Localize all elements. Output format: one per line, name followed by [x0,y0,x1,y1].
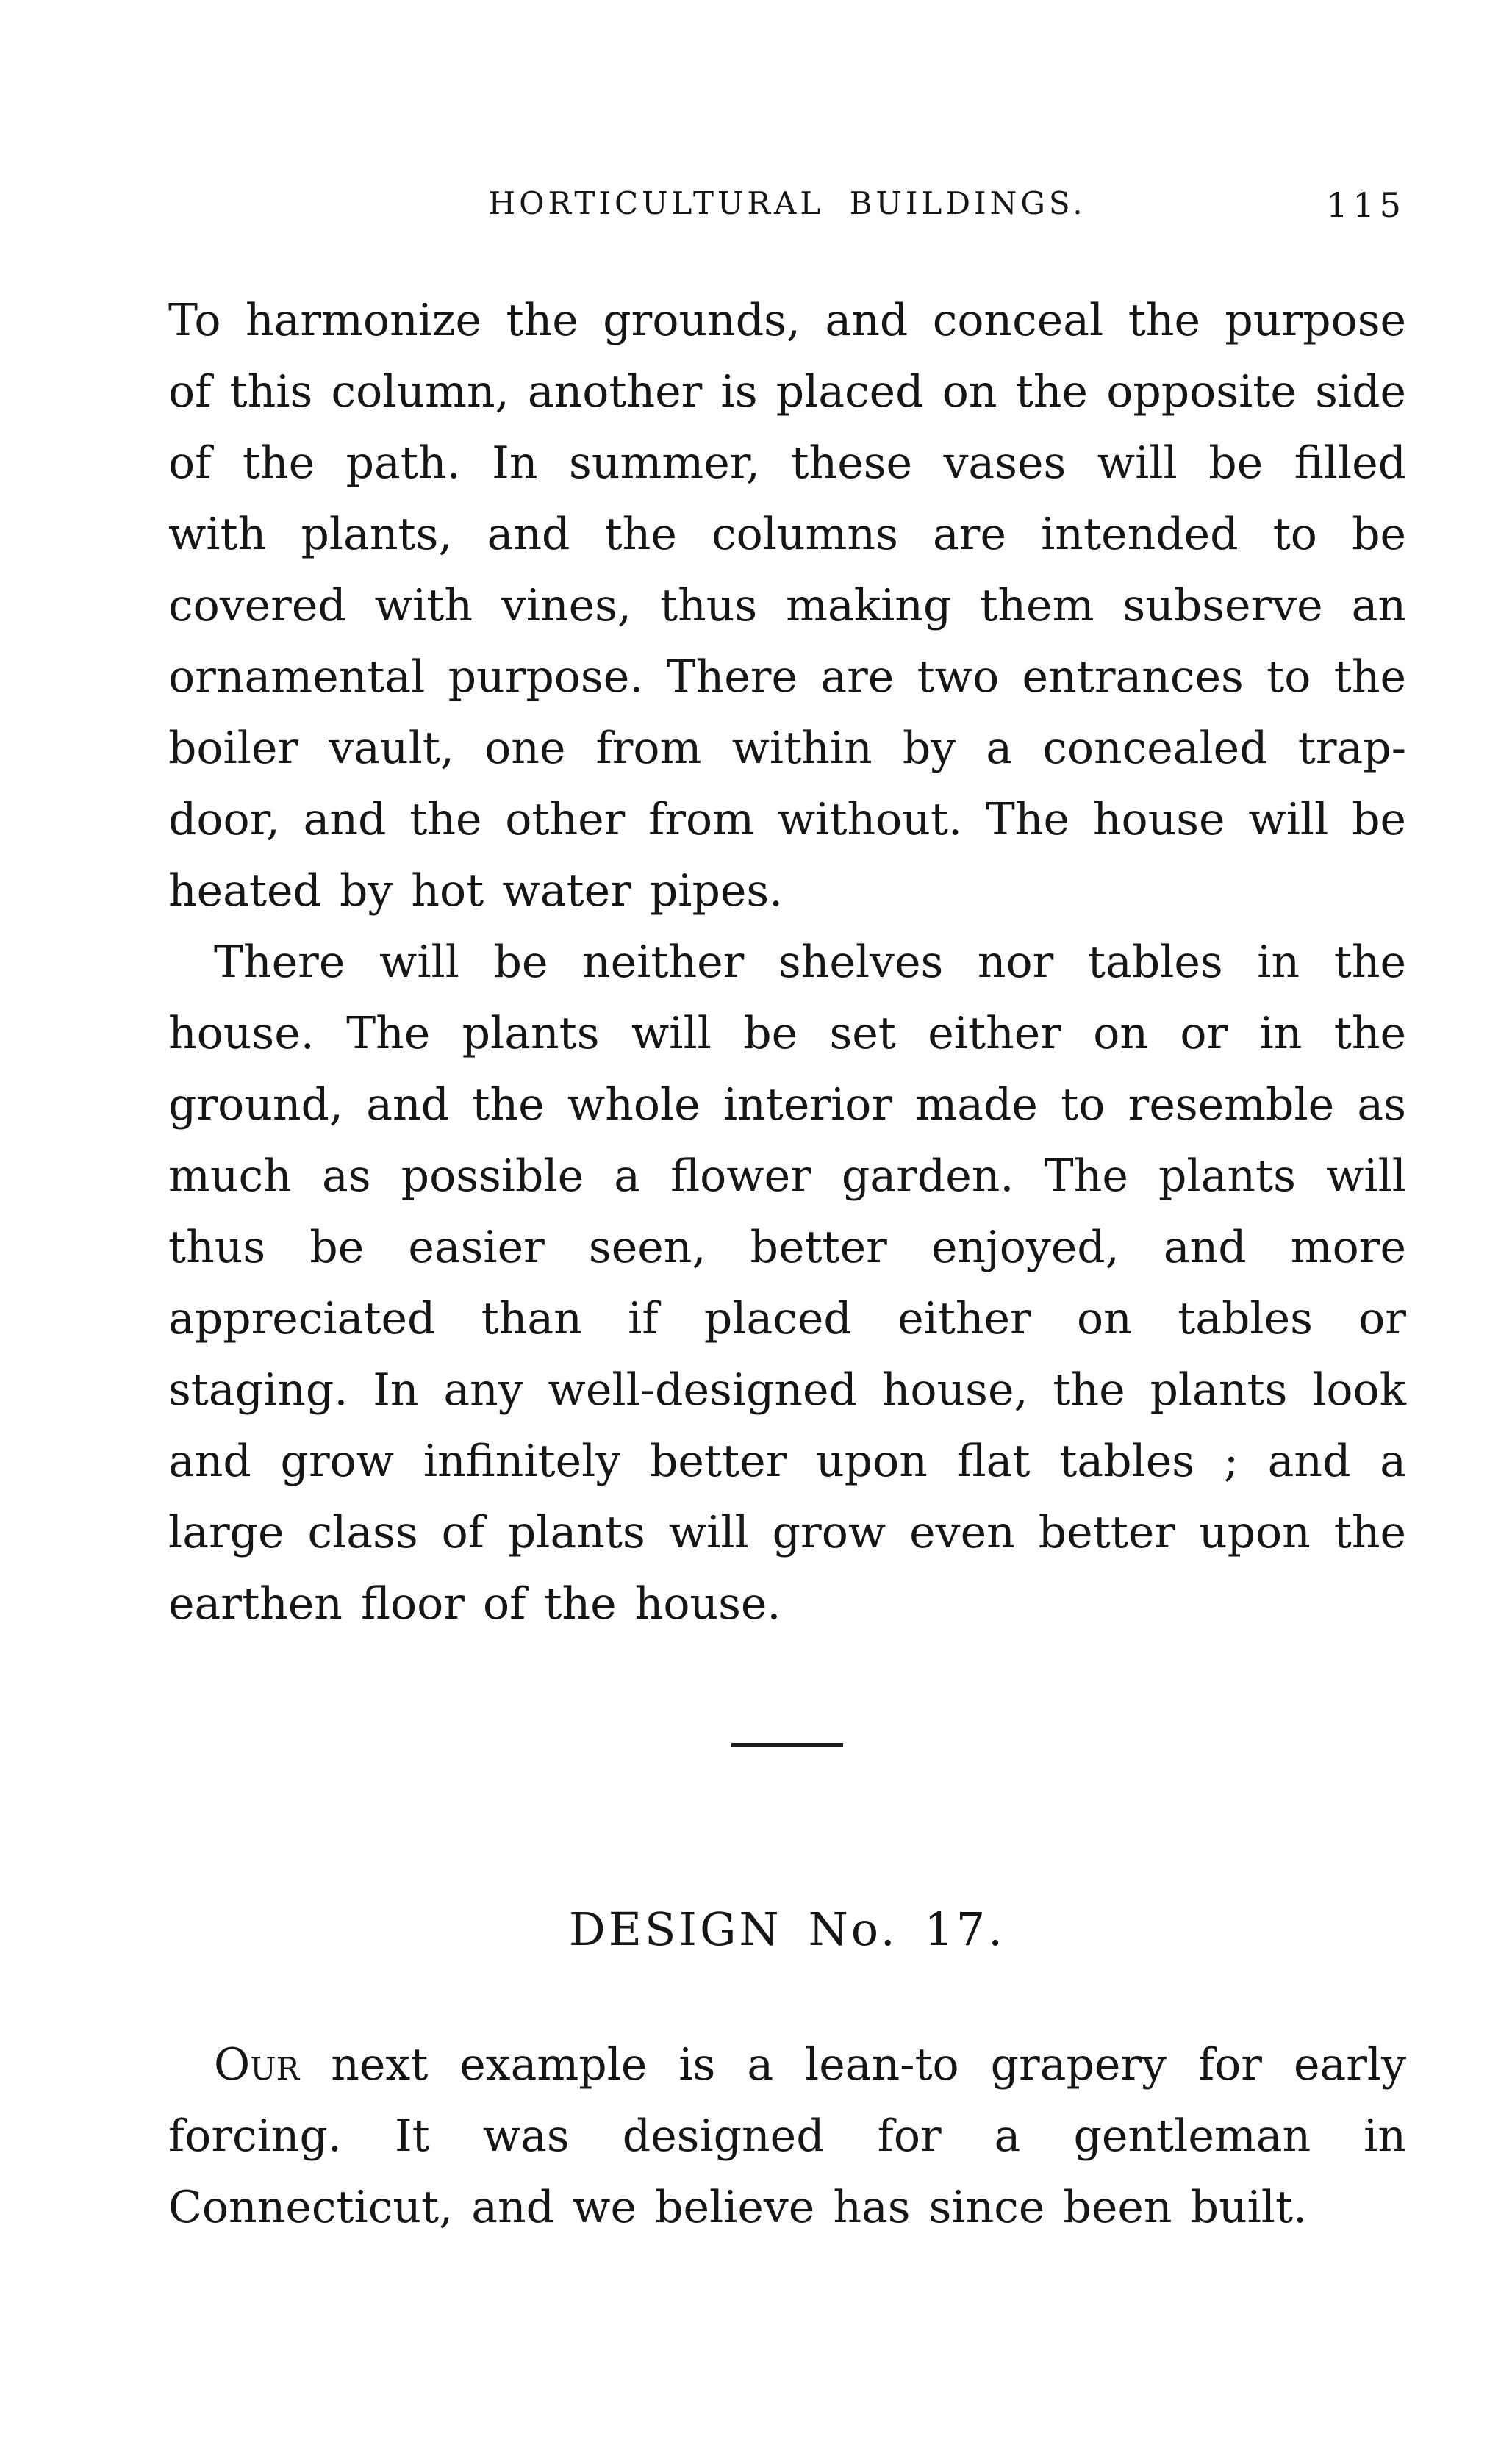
section-divider [731,1743,843,1747]
running-header [168,185,1406,232]
page-body [168,285,1406,1640]
design-heading: DESIGN No. 17. [569,1902,1006,1956]
paragraph [168,2030,1406,2243]
paragraph: There will be neither shelves nor tables in the house. The plants will be set either on or in the ground, and the whole interior made to resemble as much as possible a flower garden. The plants will thus be easier seen, better enjoyed, and more appreciated than if placed either on tables or staging. In any well-designed house, the plants look and grow infinitely better upon flat tables ; and a large class of plants will grow even better upon the earthen floor of the house. [168,936,1406,1630]
paragraph: To harmonize the grounds, and conceal the purpose of this column, another is placed on the opposite side of the path. In summer, these vases will be filled with plants, and the columns are intended to be covered with vines, thus making them subserve an ornamental purpose. There are two entrances to the boiler vault, one from within by a concealed trap-door, and the other from without. The house will be heated by hot water pipes. [168,295,1406,917]
lead-word: Our [214,2039,300,2091]
page-number: 115 [1326,185,1406,225]
paragraph-text: next example is a lean-to grapery for early forcing. It was designed for a gentleman in Connecticut, and we believe has since been built. [168,2039,1406,2233]
running-title: HORTICULTURAL BUILDINGS. [488,185,1086,221]
